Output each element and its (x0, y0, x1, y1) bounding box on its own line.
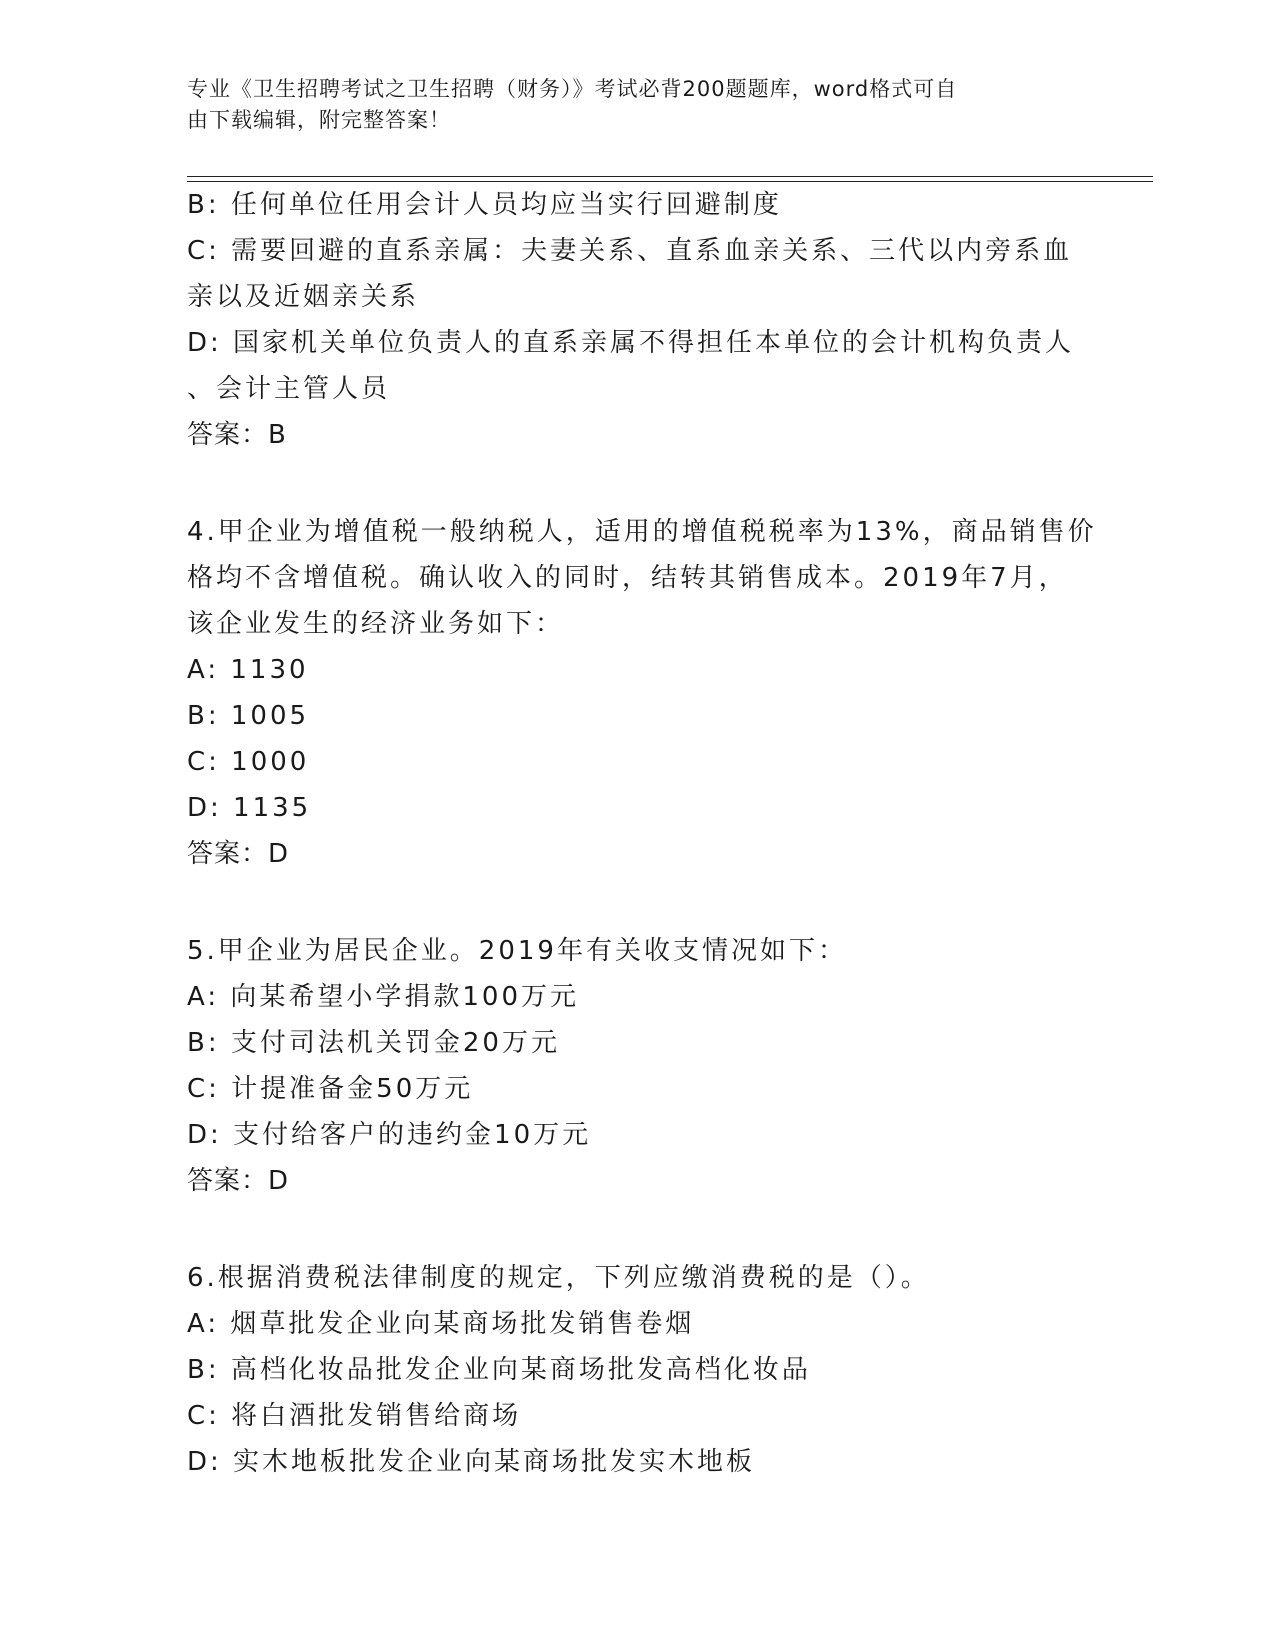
q4-option-d: D: 1135 (187, 793, 312, 823)
q4-stem-line-1: 4.甲企业为增值税一般纳税人，适用的增值税税率为13%，商品销售价 (187, 517, 1097, 547)
q3-option-b: B: 任何单位任用会计人员均应当实行回避制度 (187, 190, 782, 220)
q3-option-c-line-1: C: 需要回避的直系亲属：夫妻关系、直系血亲关系、三代以内旁系血 (187, 236, 1073, 266)
q4-option-b: B: 1005 (187, 701, 310, 731)
q5-option-a: A: 向某希望小学捐款100万元 (187, 982, 579, 1012)
header-divider-top (187, 176, 1153, 177)
q3-option-d-line-2: 、会计主管人员 (187, 374, 391, 404)
header-divider-bottom (187, 181, 1153, 182)
header-line-2: 由下载编辑，附完整答案！ (187, 108, 451, 132)
q6-option-a: A: 烟草批发企业向某商场批发销售卷烟 (187, 1309, 695, 1339)
q5-stem: 5.甲企业为居民企业。2019年有关收支情况如下： (187, 936, 847, 966)
q6-option-d: D: 实木地板批发企业向某商场批发实木地板 (187, 1447, 756, 1477)
q4-option-a: A: 1130 (187, 655, 309, 685)
q6-stem: 6.根据消费税法律制度的规定，下列应缴消费税的是（）。 (187, 1263, 930, 1293)
q5-option-d: D: 支付给客户的违约金10万元 (187, 1120, 592, 1150)
q6-option-c: C: 将白酒批发销售给商场 (187, 1401, 522, 1431)
q4-answer: 答案：D (187, 839, 290, 869)
q4-stem-line-2: 格均不含增值税。确认收入的同时，结转其销售成本。2019年7月， (187, 563, 1068, 593)
document-header (187, 74, 1067, 136)
q6-option-b: B: 高档化妆品批发企业向某商场批发高档化妆品 (187, 1355, 811, 1385)
q5-option-c: C: 计提准备金50万元 (187, 1074, 474, 1104)
q5-option-b: B: 支付司法机关罚金20万元 (187, 1028, 560, 1058)
q4-stem-line-3: 该企业发生的经济业务如下： (187, 609, 565, 639)
q4-option-c: C: 1000 (187, 747, 310, 777)
q3-option-d-line-1: D: 国家机关单位负责人的直系亲属不得担任本单位的会计机构负责人 (187, 328, 1075, 358)
q3-option-c-line-2: 亲以及近姻亲关系 (187, 282, 420, 312)
q5-answer: 答案：D (187, 1166, 290, 1196)
header-line-1: 专业《卫生招聘考试之卫生招聘（财务）》考试必背200题题库，word格式可自 (187, 77, 958, 101)
q3-answer: 答案：B (187, 420, 287, 450)
